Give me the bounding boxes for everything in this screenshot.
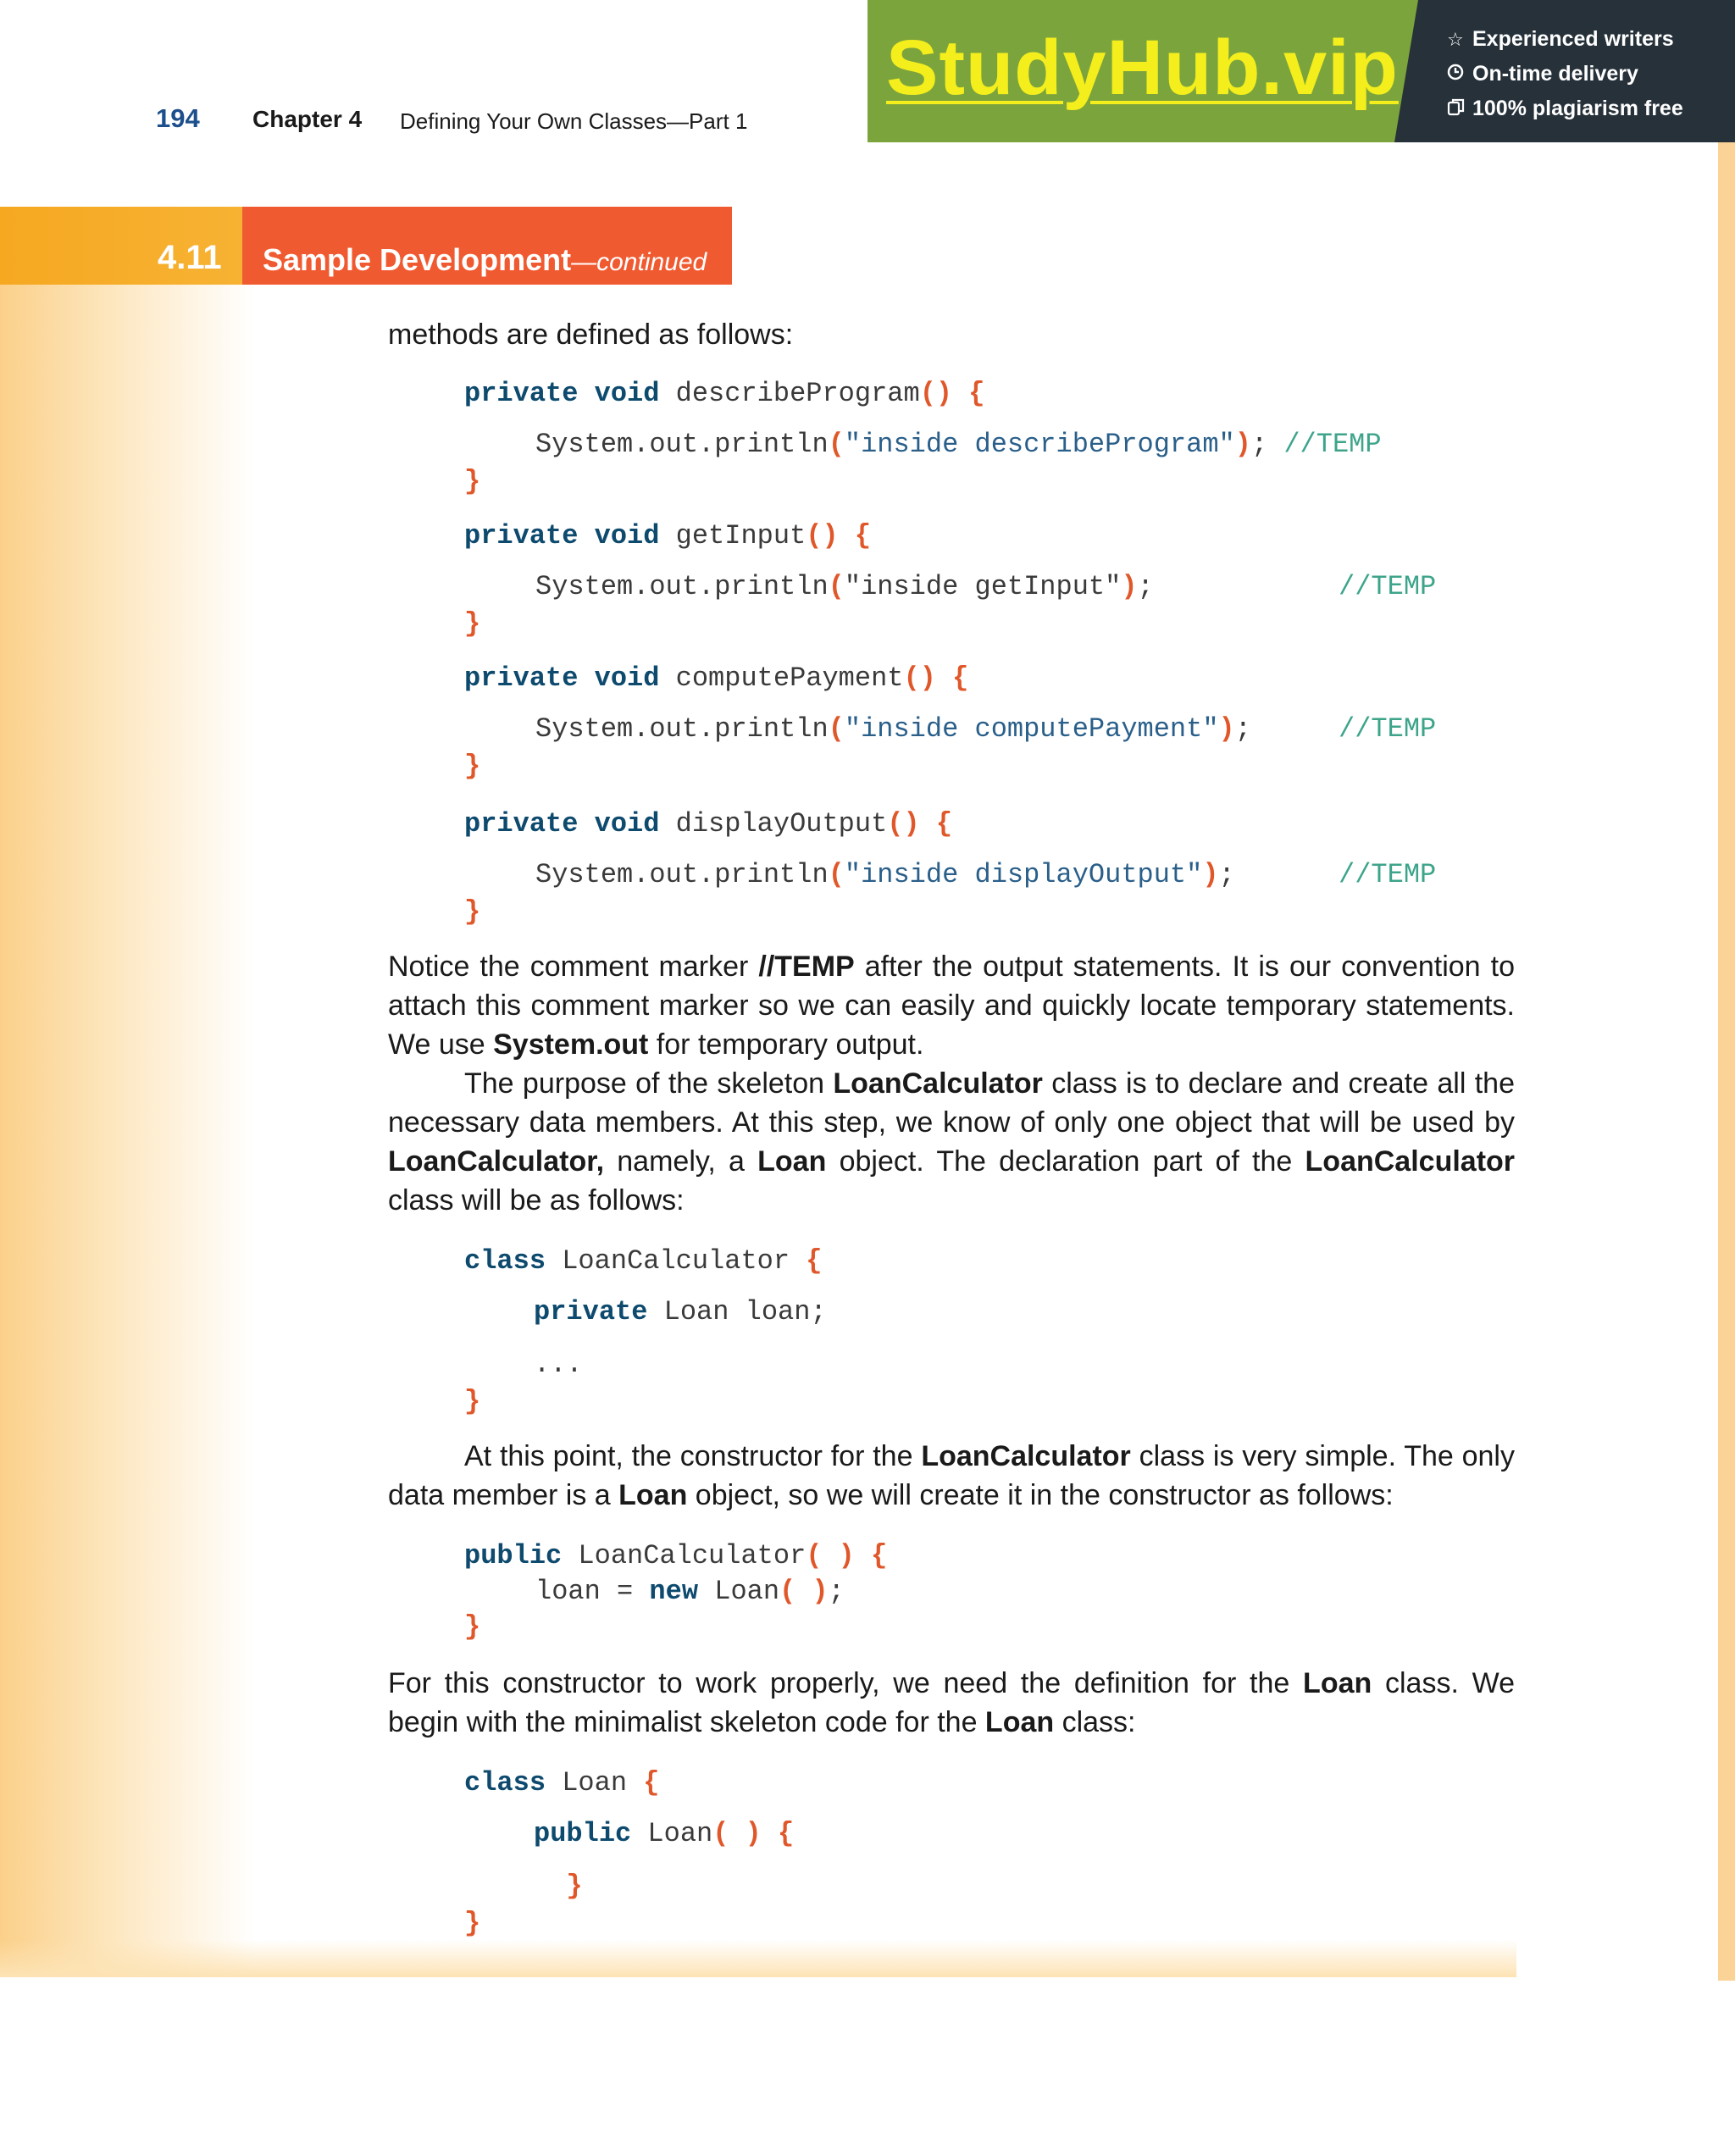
chapter-label: Chapter 4 [252, 106, 363, 132]
code-line: } [464, 896, 481, 928]
studyhub-banner[interactable] [868, 0, 1735, 142]
left-margin-gradient [0, 285, 254, 1977]
code-line: private void computePayment() { [464, 662, 969, 694]
banner-feature [1447, 91, 1683, 126]
banner-feature-text: Experienced writers [1472, 27, 1674, 51]
code-line: class Loan { [464, 1767, 660, 1799]
code-line: } [464, 1386, 481, 1417]
code-comment: //TEMP [1339, 859, 1437, 890]
paragraph-temp-marker: Notice the comment marker //TEMP after the output statements. It is our convention to attach this comment marker so we can easily and quickly locate temporary statements. We use System.out for temporary output. [388, 951, 1515, 1061]
banner-feature-text: 100% plagiarism free [1472, 97, 1683, 120]
banner-green-panel [868, 0, 1418, 142]
code-line: System.out.println("inside describeProgram"); //TEMP [535, 429, 1382, 460]
section-title [263, 242, 707, 278]
code-line: private void displayOutput() { [464, 808, 953, 840]
code-line: public LoanCalculator( ) { [464, 1540, 888, 1571]
banner-feature-text: On-time delivery [1472, 62, 1638, 86]
code-line: } [464, 608, 481, 640]
section-title-text: Sample Development [263, 242, 572, 277]
code-line: private Loan loan; [534, 1296, 827, 1327]
paragraph-skeleton-purpose: The purpose of the skeleton LoanCalculator class is to declare and create all the necessary data members. At this step, we know of only one object that will be used by LoanCalculator, namely, a Loan object. The declaration part of the LoanCalculator class will be as follows: [388, 1067, 1516, 1217]
banner-feature [1447, 57, 1683, 91]
banner-feature [1447, 22, 1683, 57]
copy-icon [1447, 97, 1469, 121]
paragraph-loan-class: For this constructor to work properly, we need the definition for the Loan class. We begin with the minimalist skeleton code for the Loan class: [388, 1667, 1516, 1738]
right-edge-bar [1718, 142, 1735, 1981]
code-line: System.out.println("inside getInput"); [535, 571, 1154, 602]
code-line: private void getInput() { [464, 520, 872, 551]
code-comment: //TEMP [1339, 571, 1437, 602]
code-comment: //TEMP [1339, 713, 1437, 745]
code-line: System.out.println("inside computePayment"); [535, 713, 1251, 745]
section-number: 4.11 [158, 239, 222, 276]
code-line: class LoanCalculator { [464, 1245, 823, 1277]
chapter-title: Defining Your Own Classes—Part 1 [400, 108, 748, 134]
banner-feature-list [1447, 22, 1683, 126]
star-icon: ☆ [1447, 28, 1464, 50]
bottom-margin-gradient [0, 1940, 1516, 1977]
banner-logo[interactable]: StudyHub.vip [886, 25, 1399, 111]
paragraph-constructor: At this point, the constructor for the LoanCalculator class is very simple. The only data member is a Loan object, so we will create it in the constructor as follows: [388, 1440, 1515, 1511]
code-line: public Loan( ) { [534, 1818, 795, 1849]
section-continued: —continued [571, 248, 707, 276]
code-line: } [464, 751, 481, 782]
code-line: loan = new Loan( ); [535, 1576, 845, 1607]
code-line: ... [534, 1349, 583, 1380]
section-number-box [0, 207, 242, 285]
section-header [0, 207, 732, 285]
clock-icon [1447, 64, 1469, 86]
code-line: } [464, 1611, 481, 1643]
code-line: System.out.println("inside displayOutput"); [535, 859, 1235, 890]
code-line: } [464, 1908, 481, 1939]
code-line: } [566, 1871, 583, 1902]
code-line: private void describeProgram() { [464, 378, 985, 409]
code-line: } [464, 466, 481, 497]
page-number: 194 [156, 103, 200, 133]
section-title-box [242, 207, 732, 285]
intro-text: methods are defined as follows: [388, 319, 794, 351]
